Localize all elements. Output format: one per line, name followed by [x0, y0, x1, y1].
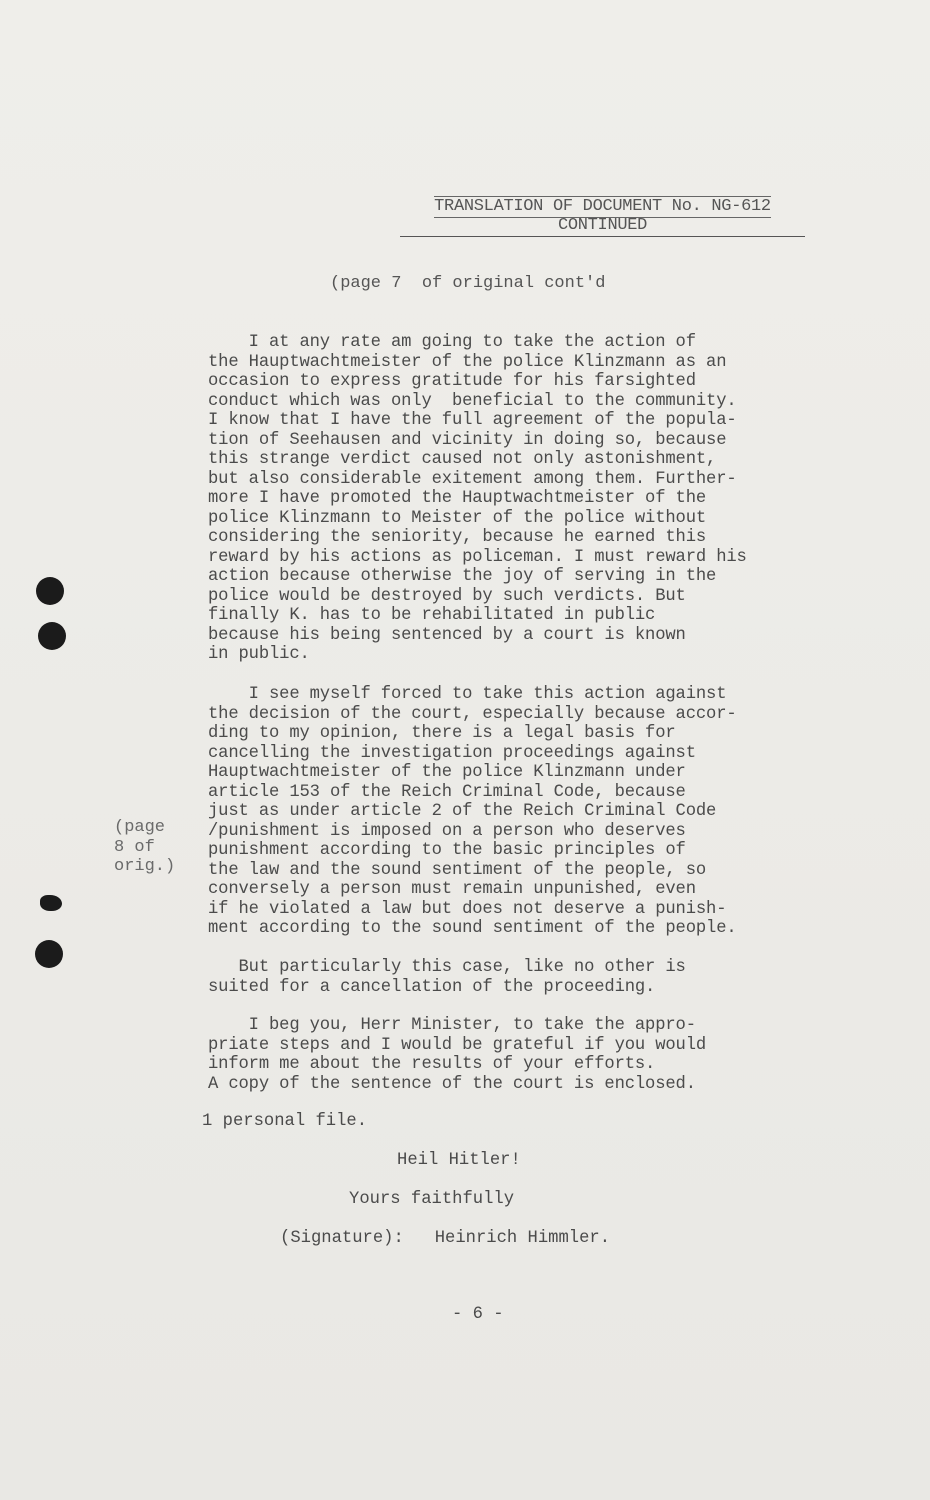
text-line: finally K. has to be rehabilitated in public [208, 606, 656, 625]
text-line: the law and the sound sentiment of the people, so [208, 860, 707, 880]
text-line: if he violated a law but does not deserve a punish- [208, 899, 727, 919]
margin-note: (page 8 of orig.) [114, 818, 176, 876]
text-line: I see myself forced to take this action against [208, 685, 727, 704]
text-line: A copy of the sentence of the court is enclosed. [208, 1074, 696, 1094]
punch-hole [35, 940, 63, 968]
text-line: cancelling the investigation proceedings against [208, 743, 696, 763]
text-line: ding to my opinion, there is a legal basis for [208, 724, 676, 743]
salutation: Heil Hitler! [397, 1151, 521, 1170]
text-line: reward by his actions as policeman. I must reward his [208, 547, 747, 567]
text-line: considering the seniority, because he earned this [208, 528, 707, 547]
text-line: punishment according to the basic principles of [208, 841, 686, 860]
text-line: conduct which was only beneficial to the community. [208, 391, 737, 411]
text-line: conversely a person must remain unpunished, even [208, 880, 696, 899]
text-line: I at any rate am going to take the action of [208, 333, 696, 352]
text-line: police Klinzmann to Meister of the police without [208, 508, 707, 528]
text-line: this strange verdict caused not only astonishment, [208, 450, 717, 469]
text-line: Hauptwachtmeister of the police Klinzmann under [208, 763, 686, 782]
paragraph-1 [208, 333, 848, 665]
paragraph-4 [208, 1016, 848, 1094]
paragraph-3 [208, 958, 848, 997]
text-line: the Hauptwachtmeister of the police Klinzmann as an [208, 352, 727, 372]
header-subtitle: CONTINUED [400, 216, 805, 237]
text-line: because his being sentenced by a court is known [208, 625, 686, 645]
text-line: but also considerable exitement among them. Further- [208, 469, 737, 489]
text-line: suited for a cancellation of the proceeding. [208, 977, 656, 997]
punch-hole [40, 895, 62, 911]
page-number: - 6 - [452, 1305, 504, 1324]
closing: Yours faithfully [349, 1190, 515, 1209]
text-line: action because otherwise the joy of serving in the [208, 567, 717, 586]
text-line: But particularly this case, like no other is [208, 958, 686, 977]
paragraph-2 [208, 685, 848, 939]
text-line: tion of Seehausen and vicinity in doing so, because [208, 430, 727, 450]
text-line: in public. [208, 645, 310, 664]
file-note: 1 personal file. [202, 1112, 368, 1131]
document-header [400, 197, 805, 237]
text-line: /punishment is imposed on a person who deserves [208, 821, 686, 841]
text-line: police would be destroyed by such verdicts. But [208, 586, 686, 606]
text-line: article 153 of the Reich Criminal Code, because [208, 782, 686, 802]
punch-hole [38, 622, 66, 650]
text-line: inform me about the results of your efforts. [208, 1055, 656, 1074]
signature-line: (Signature): Heinrich Himmler. [280, 1229, 611, 1248]
punch-hole [36, 577, 64, 605]
text-line: I know that I have the full agreement of the popula- [208, 411, 737, 430]
page-reference: (page 7 of original cont'd [330, 274, 606, 293]
text-line: the decision of the court, especially because accor- [208, 704, 737, 724]
text-line: I beg you, Herr Minister, to take the appro- [208, 1016, 696, 1035]
text-line: more I have promoted the Hauptwachtmeister of the [208, 489, 707, 508]
text-line: priate steps and I would be grateful if you would [208, 1035, 707, 1055]
text-line: just as under article 2 of the Reich Criminal Code [208, 802, 717, 821]
header-title: TRANSLATION OF DOCUMENT No. NG-612 [434, 197, 771, 216]
text-line: occasion to express gratitude for his farsighted [208, 372, 696, 391]
text-line: ment according to the sound sentiment of the people. [208, 919, 737, 938]
